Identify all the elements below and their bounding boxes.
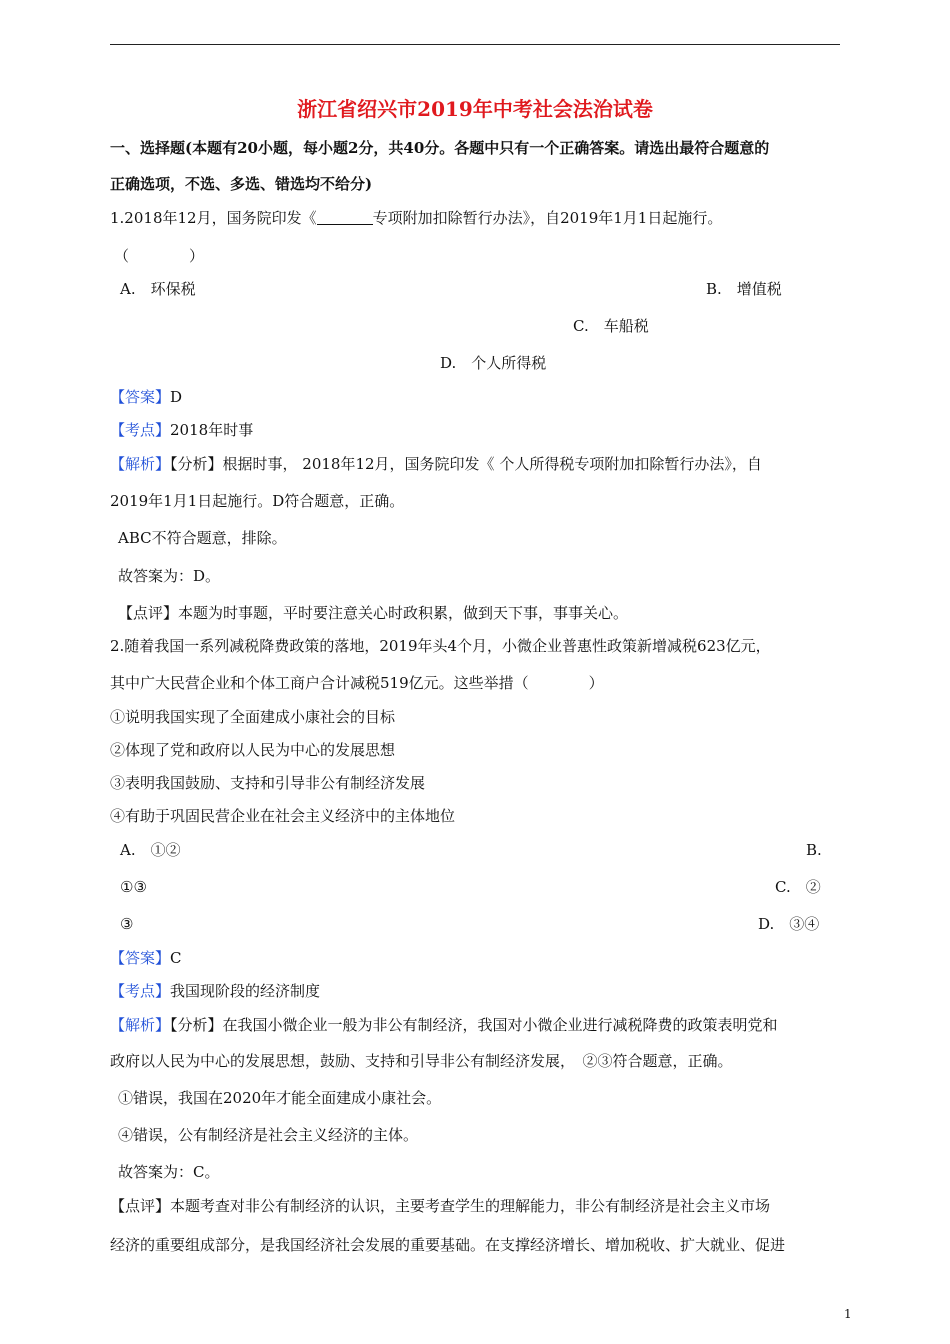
q1-point-line <box>110 420 253 440</box>
q2-option-c: C. ② <box>775 878 821 896</box>
q2-comment-line-2: 经济的重要组成部分，是我国经济社会发展的重要基础。在支撑经济增长、增加税收、扩大就业、促进 <box>110 1236 786 1254</box>
q2-analysis-line-1 <box>110 1015 778 1035</box>
q1-comment: 【点评】本题为时事题，平时要注意关心时政积累，做到天下事，事事关心。 <box>118 604 629 622</box>
q1-answer-tag: 【答案】 <box>110 388 171 406</box>
q1-analysis-text-1: 【分析】根据时事， 2018年12月，国务院印发《 个人所得税专项附加扣除暂行办法》，自 <box>170 455 762 473</box>
q1-stem <box>110 208 722 228</box>
q2-option-b-value: ①③ <box>120 878 147 896</box>
q2-stem-line-2: 其中广大民营企业和个体工商户合计减税519亿元。这些举措（ ） <box>110 674 604 692</box>
q2-point: 我国现阶段的经济制度 <box>170 982 321 1000</box>
q1-option-c: C. 车船税 <box>573 317 649 335</box>
q2-analysis-text-1: 【分析】在我国小微企业一般为非公有制经济，我国对小微企业进行减税降费的政策表明党和 <box>170 1016 778 1034</box>
q2-option-d: D. ③④ <box>758 915 820 933</box>
q1-option-b: B. 增值税 <box>706 280 782 298</box>
q2-comment-tag: 【点评】 <box>110 1197 171 1215</box>
q2-comment-line-1 <box>110 1196 770 1216</box>
section-heading-line-1: 一、选择题(本题有20小题，每小题2分，共40分。各题中只有一个正确答案。请选出最符合题意的 <box>110 139 770 157</box>
q2-item-2: ②体现了党和政府以人民为中心的发展思想 <box>110 741 396 759</box>
q2-stem-line-1: 2.随着我国一系列减税降费政策的落地，2019年头4个月，小微企业普惠性政策新增减税623亿元， <box>110 637 771 655</box>
q2-point-tag: 【考点】 <box>110 982 171 1000</box>
q2-analysis-line-5: 故答案为：C。 <box>118 1163 220 1181</box>
q1-analysis-line-1 <box>110 454 762 474</box>
q1-analysis-line-4: 故答案为：D。 <box>118 567 221 585</box>
q2-analysis-line-3: ①错误，我国在2020年才能全面建成小康社会。 <box>118 1089 442 1107</box>
q1-analysis-line-2: 2019年1月1日起施行。D符合题意，正确。 <box>110 492 405 510</box>
section-heading-line-2: 正确选项，不选、多选、错选均不给分) <box>110 175 373 193</box>
q1-stem-after: 专项附加扣除暂行办法》，自2019年1月1日起施行。 <box>372 209 723 227</box>
page-title: 浙江省绍兴市2019年中考社会法治试卷 <box>297 97 653 121</box>
q2-answer: C <box>170 949 182 967</box>
q1-blank <box>317 210 373 225</box>
q2-analysis-tag: 【解析】 <box>110 1016 171 1034</box>
q1-option-d: D. 个人所得税 <box>440 354 547 372</box>
q2-option-b: B. <box>806 841 822 859</box>
q1-point: 2018年时事 <box>170 421 254 439</box>
q2-comment-text-1: 本题考查对非公有制经济的认识，主要考查学生的理解能力，非公有制经济是社会主义市场 <box>170 1197 771 1215</box>
q2-answer-tag: 【答案】 <box>110 949 171 967</box>
q2-analysis-line-2: 政府以人民为中心的发展思想，鼓励、支持和引导非公有制经济发展， ②③符合题意，正确。 <box>110 1052 733 1070</box>
q2-analysis-line-4: ④错误，公有制经济是社会主义经济的主体。 <box>118 1126 419 1144</box>
q1-stem-before: 1.2018年12月，国务院印发《 <box>110 209 317 227</box>
q1-option-a: A. 环保税 <box>120 280 196 298</box>
q2-point-line <box>110 981 320 1001</box>
header-rule <box>110 44 840 45</box>
q2-answer-line <box>110 948 182 968</box>
page-number: 1 <box>844 1307 852 1321</box>
q2-item-1: ①说明我国实现了全面建成小康社会的目标 <box>110 708 396 726</box>
q1-point-tag: 【考点】 <box>110 421 171 439</box>
q1-answer: D <box>170 388 183 406</box>
q2-item-3: ③表明我国鼓励、支持和引导非公有制经济发展 <box>110 774 426 792</box>
q2-item-4: ④有助于巩固民营企业在社会主义经济中的主体地位 <box>110 807 456 825</box>
q2-option-c-value: ③ <box>120 915 134 933</box>
q1-answer-line <box>110 387 182 407</box>
q2-option-a: A. ①② <box>120 841 181 859</box>
q1-paren: （ ） <box>114 247 205 265</box>
q1-analysis-line-3: ABC不符合题意，排除。 <box>118 529 287 547</box>
q1-analysis-tag: 【解析】 <box>110 455 171 473</box>
